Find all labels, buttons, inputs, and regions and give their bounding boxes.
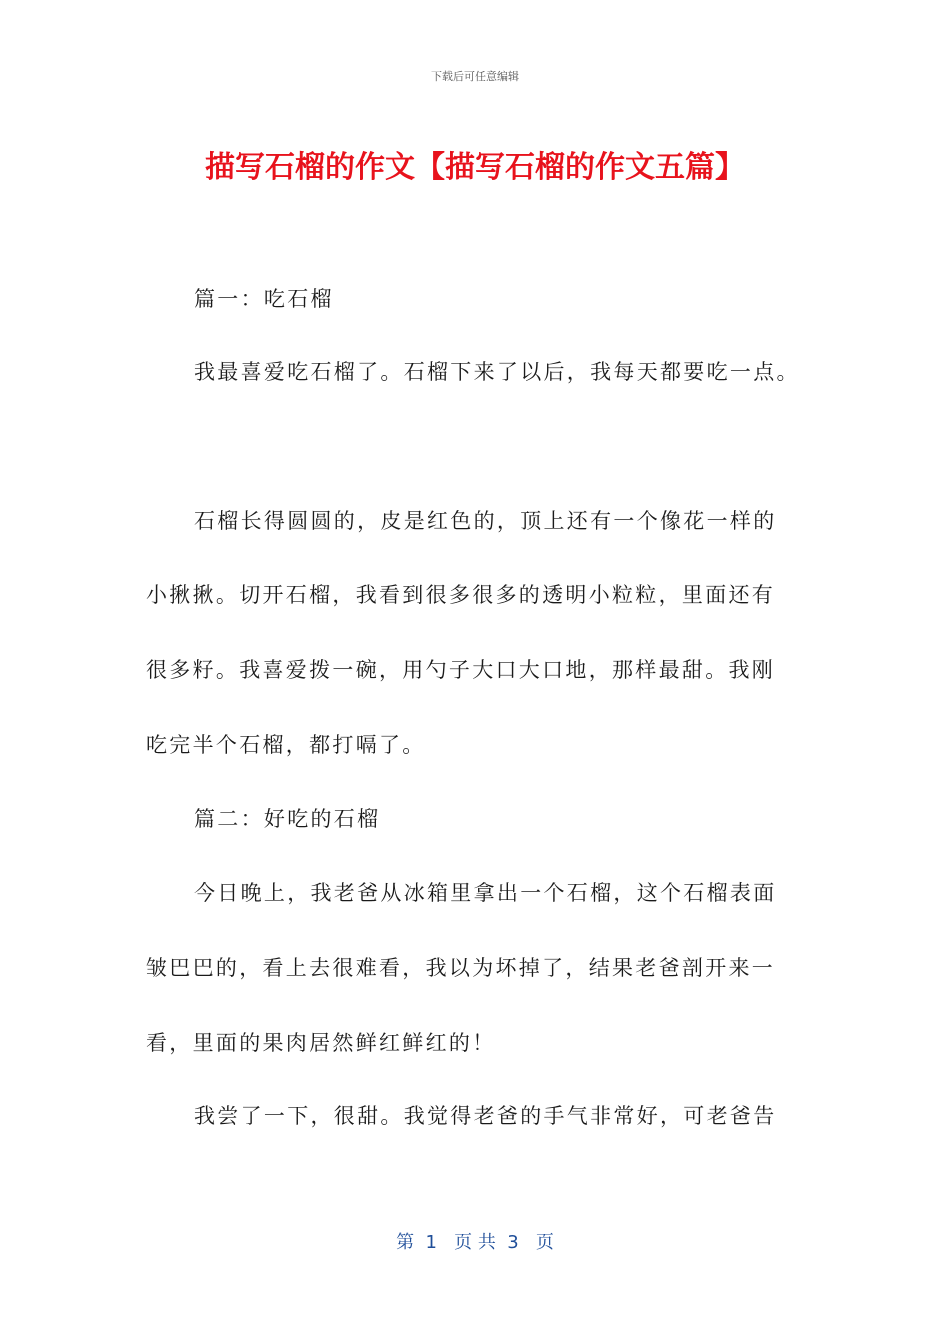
paragraph-line: 今日晚上，我老爸从冰箱里拿出一个石榴，这个石榴表面 [194,881,777,905]
paragraph-line: 很多籽。我喜爱拨一碗，用勺子大口大口地，那样最甜。我刚 [146,658,776,682]
section-heading-2: 篇二：好吃的石榴 [194,807,381,831]
paragraph-line: 石榴长得圆圆的，皮是红色的，顶上还有一个像花一样的 [194,509,777,533]
header-note: 下载后可任意编辑 [431,70,519,83]
paragraph-line: 看，里面的果肉居然鲜红鲜红的！ [146,1031,496,1055]
paragraph-line: 我最喜爱吃石榴了。石榴下来了以后，我每天都要吃一点。 [194,360,800,384]
paragraph-line: 皱巴巴的，看上去很难看，我以为坏掉了，结果老爸剖开来一 [146,956,776,980]
paragraph-line: 吃完半个石榴，都打嗝了。 [146,733,426,757]
section-heading-1: 篇一：吃石榴 [194,287,334,311]
document-title: 描写石榴的作文【描写石榴的作文五篇】 [205,150,745,185]
page-number-footer: 第 1 页 共 3 页 [396,1232,554,1253]
paragraph-line: 我尝了一下，很甜。我觉得老爸的手气非常好，可老爸告 [194,1104,777,1128]
paragraph-line: 小揪揪。切开石榴，我看到很多很多的透明小粒粒，里面还有 [146,583,776,607]
